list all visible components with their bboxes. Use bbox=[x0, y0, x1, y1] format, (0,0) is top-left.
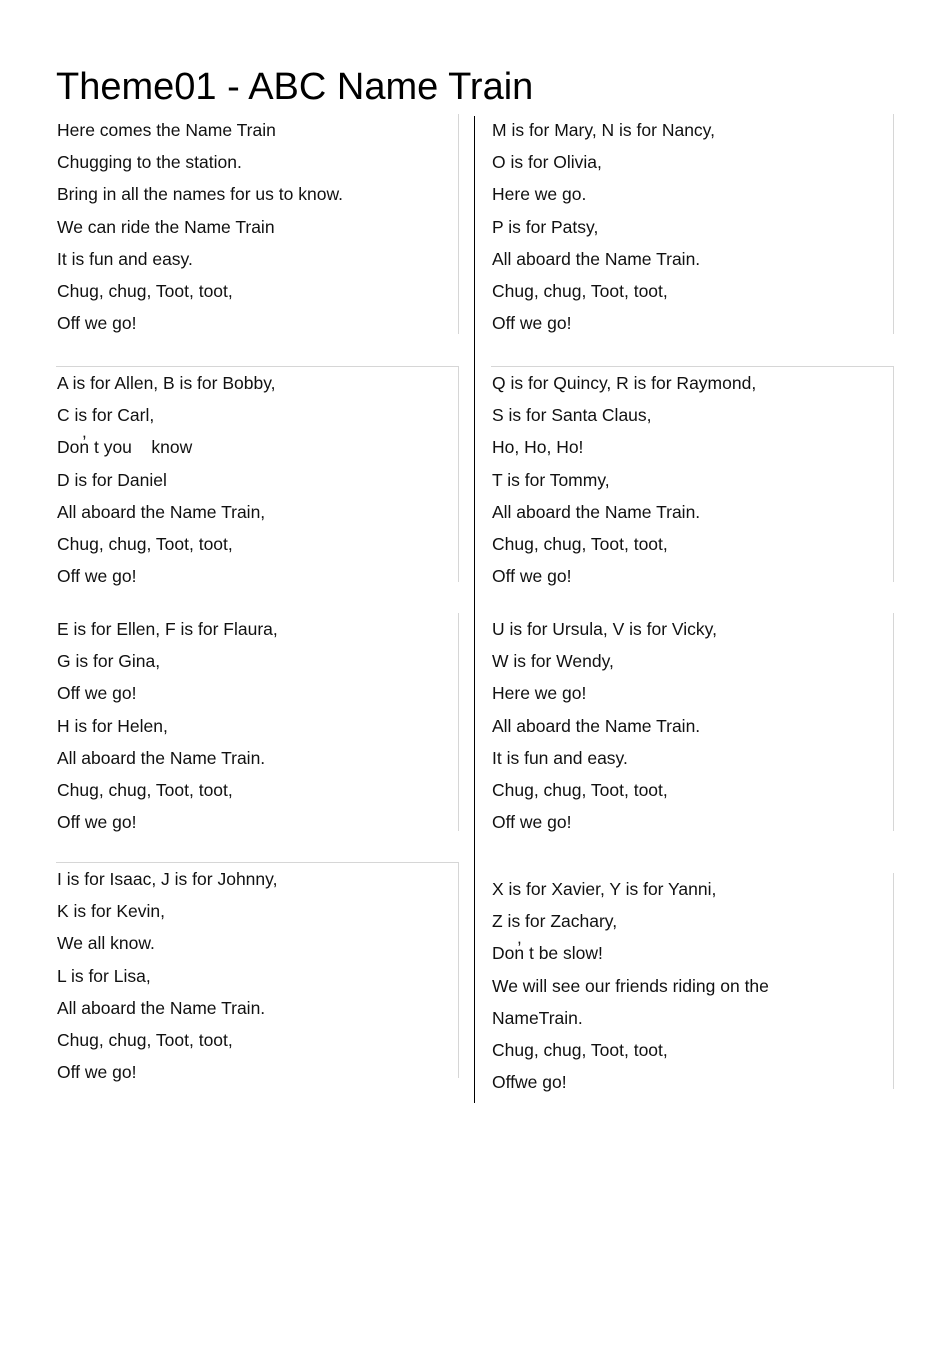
lyric-line: X is for Xavier, Y is for Yanni, bbox=[492, 879, 717, 899]
lyric-line: Chug, chug, Toot, toot, bbox=[492, 1040, 668, 1061]
lyric-line: Off we go! bbox=[57, 683, 137, 704]
lyric-line: U is for Ursula, V is for Vicky, bbox=[492, 619, 717, 639]
lyric-line: K is for Kevin, bbox=[57, 901, 165, 922]
lyric-line: Chug, chug, Toot, toot, bbox=[57, 534, 233, 555]
lyric-line: S is for Santa Claus, bbox=[492, 405, 652, 426]
stanza-e-h bbox=[56, 613, 459, 831]
stanza-x-z bbox=[491, 873, 894, 1093]
lyric-line: Chug, chug, Toot, toot, bbox=[492, 534, 668, 555]
lyric-line: Off we go! bbox=[492, 812, 572, 833]
lyric-line: Off we go! bbox=[492, 566, 572, 587]
lyric-line: NameTrain. bbox=[492, 1007, 583, 1028]
lyric-line: Don̓ t be slow! bbox=[492, 943, 603, 964]
lyric-line: All aboard the Name Train. bbox=[57, 997, 266, 1018]
lyric-line: M is for Mary, N is for Nancy, bbox=[492, 120, 715, 140]
lyric-line: Off we go! bbox=[57, 1062, 137, 1083]
lyric-line: Off we go! bbox=[57, 812, 137, 833]
lyric-line: All aboard the Name Train, bbox=[57, 501, 266, 522]
lyric-line: Chug, chug, Toot, toot, bbox=[492, 281, 668, 302]
lyric-line: Ho, Ho, Ho! bbox=[492, 437, 584, 458]
lyric-line: We all know. bbox=[57, 933, 155, 954]
stanza-m-p bbox=[491, 114, 894, 334]
lyric-line: All aboard the Name Train. bbox=[492, 248, 701, 269]
lyric-line: D is for Daniel bbox=[57, 469, 167, 490]
lyric-line: Chugging to the station. bbox=[57, 152, 242, 173]
lyric-line: O is for Olivia, bbox=[492, 152, 602, 173]
lyric-line: T is for Tommy, bbox=[492, 469, 610, 490]
lyric-line: H is for Helen, bbox=[57, 715, 168, 736]
lyric-line: Off we go! bbox=[57, 566, 137, 587]
lyric-line: Chug, chug, Toot, toot, bbox=[57, 780, 233, 801]
lyric-line: We can ride the Name Train bbox=[57, 216, 275, 237]
lyric-line: It is fun and easy. bbox=[57, 248, 193, 269]
lyric-line: I is for Isaac, J is for Johnny, bbox=[57, 869, 278, 889]
lyric-line: Here we go. bbox=[492, 184, 587, 205]
lyric-line: G is for Gina, bbox=[57, 651, 161, 672]
lyric-line: E is for Ellen, F is for Flaura, bbox=[57, 619, 278, 639]
stanza-a-d bbox=[56, 366, 459, 587]
lyric-line: All aboard the Name Train. bbox=[57, 747, 266, 768]
lyric-line: Off we go! bbox=[492, 313, 572, 334]
page-title: Theme01 - ABC Name Train bbox=[56, 66, 534, 108]
lyric-line: C is for Carl, bbox=[57, 405, 155, 426]
lyric-line: Offwe go! bbox=[492, 1072, 567, 1093]
lyric-line: Off we go! bbox=[57, 313, 137, 334]
lyric-line: Bring in all the names for us to know. bbox=[57, 184, 343, 205]
lyric-line: Chug, chug, Toot, toot, bbox=[57, 281, 233, 302]
lyric-line: Chug, chug, Toot, toot, bbox=[492, 780, 668, 801]
lyric-line: Q is for Quincy, R is for Raymond, bbox=[492, 373, 757, 393]
lyric-line: Here comes the Name Train bbox=[57, 120, 276, 140]
lyric-line: L is for Lisa, bbox=[57, 965, 151, 986]
lyric-line: W is for Wendy, bbox=[492, 651, 614, 672]
lyric-line: We will see our friends riding on the bbox=[492, 975, 769, 996]
lyric-line: A is for Allen, B is for Bobby, bbox=[57, 373, 276, 393]
lyric-line: Don̓ t you know bbox=[57, 437, 193, 458]
lyric-line: All aboard the Name Train. bbox=[492, 715, 701, 736]
lyric-line: Here we go! bbox=[492, 683, 587, 704]
stanza-u-w bbox=[491, 613, 894, 831]
stanza-q-t bbox=[491, 366, 894, 587]
lyric-line: P is for Patsy, bbox=[492, 216, 599, 237]
lyric-line: It is fun and easy. bbox=[492, 747, 628, 768]
lyric-line: All aboard the Name Train. bbox=[492, 501, 701, 522]
column-divider bbox=[474, 116, 475, 1103]
stanza-intro bbox=[56, 114, 459, 334]
stanza-i-l bbox=[56, 862, 459, 1083]
lyric-line: Chug, chug, Toot, toot, bbox=[57, 1030, 233, 1051]
lyric-line: Z is for Zachary, bbox=[492, 911, 618, 932]
